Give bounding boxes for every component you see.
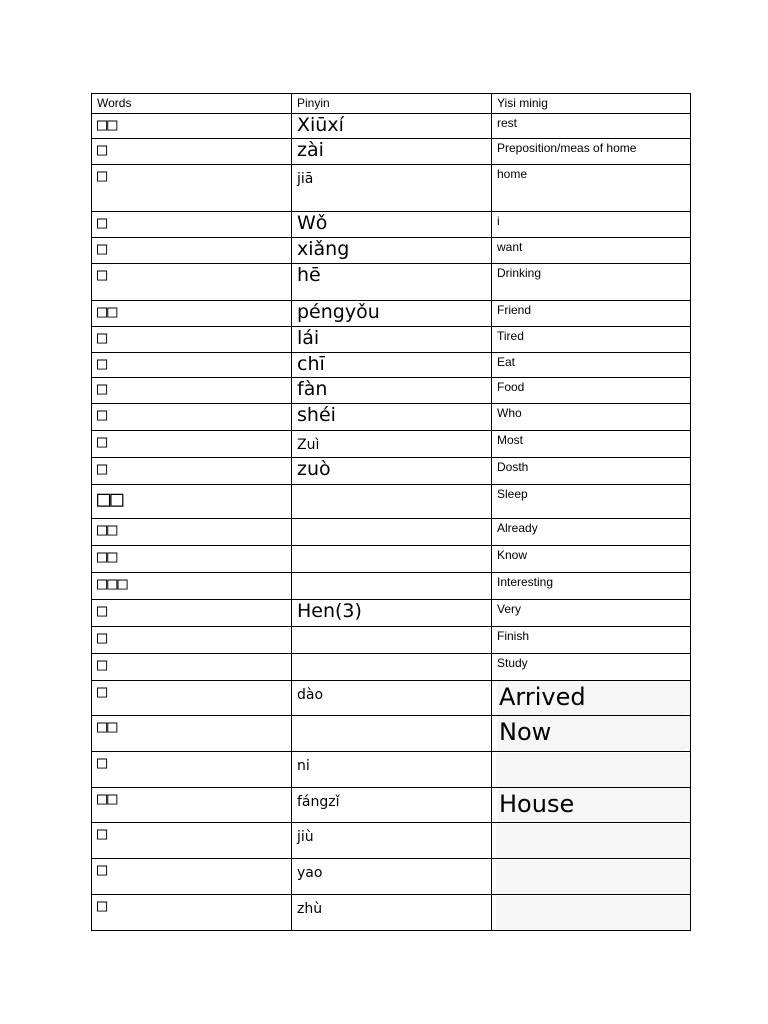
word-cell: □ xyxy=(92,895,292,931)
pinyin-cell xyxy=(292,627,492,654)
pinyin-cell xyxy=(292,654,492,681)
table-row xyxy=(92,681,691,716)
table-row xyxy=(92,752,691,788)
word-cell: □ xyxy=(92,378,292,404)
table-row xyxy=(92,327,691,353)
table-row xyxy=(92,378,691,404)
meaning-cell: Preposition/meas of home xyxy=(492,139,691,165)
table-row xyxy=(92,165,691,212)
meaning-cell: home xyxy=(492,165,691,212)
pinyin-cell: yao xyxy=(292,859,492,895)
word-cell: □ xyxy=(92,404,292,431)
meaning-text: House xyxy=(497,788,690,820)
pinyin-cell: jiā xyxy=(292,165,492,212)
pinyin-cell xyxy=(292,546,492,573)
table-row xyxy=(92,238,691,264)
table-row xyxy=(92,519,691,546)
meaning-cell xyxy=(492,681,691,716)
word-cell: □□ xyxy=(92,519,292,546)
table-header-row xyxy=(92,94,691,114)
meaning-cell: Dosth xyxy=(492,458,691,485)
header-meaning: Yisi minig xyxy=(492,94,691,114)
pinyin-cell xyxy=(292,519,492,546)
word-cell: □ xyxy=(92,600,292,627)
pinyin-cell xyxy=(292,716,492,752)
pinyin-cell: lái xyxy=(292,327,492,353)
meaning-cell: Already xyxy=(492,519,691,546)
table-row xyxy=(92,895,691,931)
pinyin-cell: péngyǒu xyxy=(292,301,492,327)
meaning-cell: Sleep xyxy=(492,485,691,519)
word-cell: □ xyxy=(92,264,292,301)
word-cell: □ xyxy=(92,458,292,485)
vocabulary-table xyxy=(91,93,691,931)
word-cell: □ xyxy=(92,212,292,238)
pinyin-cell: Wǒ xyxy=(292,212,492,238)
word-cell: □ xyxy=(92,627,292,654)
meaning-cell: Finish xyxy=(492,627,691,654)
meaning-cell: Food xyxy=(492,378,691,404)
pinyin-cell: chī xyxy=(292,353,492,378)
pinyin-cell xyxy=(292,573,492,600)
pinyin-cell xyxy=(292,485,492,519)
table-row xyxy=(92,139,691,165)
pinyin-cell: Xiūxí xyxy=(292,114,492,139)
pinyin-cell: zuò xyxy=(292,458,492,485)
meaning-cell xyxy=(492,716,691,752)
meaning-cell: Drinking xyxy=(492,264,691,301)
meaning-cell: Tired xyxy=(492,327,691,353)
pinyin-cell: Zuì xyxy=(292,431,492,458)
meaning-shade xyxy=(496,896,690,930)
meaning-cell: want xyxy=(492,238,691,264)
pinyin-cell: hē xyxy=(292,264,492,301)
word-cell: □□ xyxy=(92,114,292,139)
table-row xyxy=(92,431,691,458)
meaning-cell: rest xyxy=(492,114,691,139)
meaning-shade xyxy=(496,753,690,787)
meaning-cell: Study xyxy=(492,654,691,681)
word-cell: □ xyxy=(92,823,292,859)
word-cell: □ xyxy=(92,752,292,788)
word-cell: □□ xyxy=(92,301,292,327)
meaning-cell: Know xyxy=(492,546,691,573)
word-cell: □ xyxy=(92,327,292,353)
table-row xyxy=(92,301,691,327)
meaning-text: Now xyxy=(497,716,690,748)
table-row xyxy=(92,654,691,681)
meaning-shade xyxy=(496,824,690,858)
word-cell: □□ xyxy=(92,716,292,752)
table-row xyxy=(92,114,691,139)
word-cell: □ xyxy=(92,139,292,165)
word-cell: □ xyxy=(92,654,292,681)
word-cell: □ xyxy=(92,431,292,458)
header-pinyin: Pinyin xyxy=(292,94,492,114)
meaning-cell: Who xyxy=(492,404,691,431)
meaning-cell: Interesting xyxy=(492,573,691,600)
pinyin-cell: ni xyxy=(292,752,492,788)
table-row xyxy=(92,353,691,378)
word-cell: □ xyxy=(92,859,292,895)
table-row xyxy=(92,485,691,519)
table-row xyxy=(92,627,691,654)
meaning-cell: i xyxy=(492,212,691,238)
word-cell: □□ xyxy=(92,788,292,823)
table-row xyxy=(92,859,691,895)
table-row xyxy=(92,212,691,238)
meaning-cell xyxy=(492,752,691,788)
table-row xyxy=(92,716,691,752)
table-row xyxy=(92,404,691,431)
pinyin-cell: zài xyxy=(292,139,492,165)
pinyin-cell: xiǎng xyxy=(292,238,492,264)
header-words: Words xyxy=(92,94,292,114)
pinyin-cell: fángzǐ xyxy=(292,788,492,823)
table-row xyxy=(92,546,691,573)
word-cell: □ xyxy=(92,353,292,378)
meaning-cell xyxy=(492,788,691,823)
word-cell: □□ xyxy=(92,485,292,519)
word-cell: □□ xyxy=(92,546,292,573)
meaning-cell xyxy=(492,823,691,859)
pinyin-cell: zhù xyxy=(292,895,492,931)
word-cell: □ xyxy=(92,681,292,716)
table-row xyxy=(92,823,691,859)
table-row xyxy=(92,600,691,627)
pinyin-cell: Hen(3) xyxy=(292,600,492,627)
meaning-cell: Friend xyxy=(492,301,691,327)
word-cell: □ xyxy=(92,238,292,264)
table-row xyxy=(92,573,691,600)
table-row xyxy=(92,788,691,823)
word-cell: □□□ xyxy=(92,573,292,600)
meaning-cell: Most xyxy=(492,431,691,458)
meaning-cell: Eat xyxy=(492,353,691,378)
table-row xyxy=(92,458,691,485)
pinyin-cell: shéi xyxy=(292,404,492,431)
pinyin-cell: jiù xyxy=(292,823,492,859)
table-row xyxy=(92,264,691,301)
meaning-cell xyxy=(492,859,691,895)
pinyin-cell: fàn xyxy=(292,378,492,404)
meaning-text: Arrived xyxy=(497,681,690,713)
meaning-cell: Very xyxy=(492,600,691,627)
meaning-cell xyxy=(492,895,691,931)
word-cell: □ xyxy=(92,165,292,212)
meaning-shade xyxy=(496,860,690,894)
pinyin-cell: dào xyxy=(292,681,492,716)
